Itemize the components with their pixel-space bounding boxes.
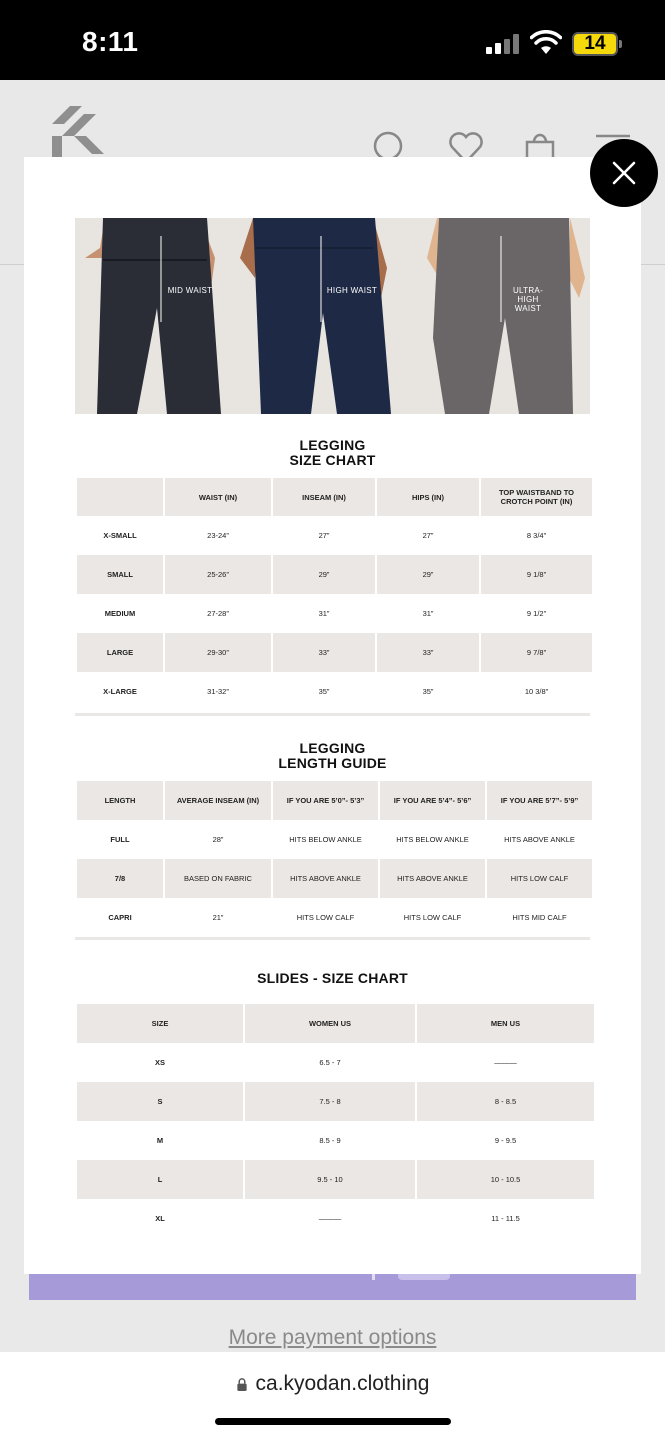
table-cell: 27”	[422, 531, 434, 540]
table-cell: 9 1/2”	[526, 609, 547, 618]
table-cell: 31”	[318, 609, 330, 618]
table-cell: 28”	[212, 835, 224, 844]
slides-size-chart-title: SLIDES - SIZE CHART	[257, 970, 408, 986]
table-cell: 29”	[377, 555, 479, 594]
table-cell: 29-30”	[165, 633, 271, 672]
home-indicator[interactable]	[215, 1418, 451, 1425]
table-row	[77, 859, 592, 898]
close-modal-button[interactable]	[590, 139, 658, 207]
section-divider	[75, 713, 590, 716]
status-bar	[0, 0, 665, 80]
table-cell: L	[77, 1160, 243, 1199]
table-cell: CAPRI	[108, 913, 132, 922]
table-cell: 7/8	[77, 859, 163, 898]
table-cell: HITS LOW CALF	[487, 859, 592, 898]
table-header: WOMEN US	[245, 1004, 415, 1043]
hero-label-ultra-high-waist: ULTRA-HIGH WAIST	[512, 286, 544, 313]
close-icon	[611, 160, 637, 186]
table-header: LENGTH	[77, 781, 163, 820]
table-row	[77, 898, 592, 937]
table-cell: 29”	[273, 555, 375, 594]
size-chart-modal	[24, 157, 641, 1274]
table-cell: XL	[155, 1214, 165, 1223]
table-header: IF YOU ARE 5’4”- 5’6”	[380, 781, 485, 820]
legging-size-table	[75, 478, 594, 711]
table-header: TOP WAISTBAND TO CROTCH POINT (IN)	[481, 478, 592, 516]
url-text[interactable]: ca.kyodan.clothing	[255, 1372, 430, 1395]
title-line: SIZE CHART	[289, 452, 376, 468]
leggings-illustration	[75, 218, 590, 414]
table-row	[77, 594, 592, 633]
table-cell: HITS ABOVE ANKLE	[273, 859, 378, 898]
table-cell: ———	[494, 1058, 517, 1067]
slides-size-table	[75, 1004, 596, 1238]
table-row	[77, 516, 592, 555]
table-cell: HITS MID CALF	[512, 913, 567, 922]
lock-icon	[236, 1378, 248, 1391]
legging-size-chart-title	[75, 438, 590, 468]
table-cell: 8 - 8.5	[417, 1082, 594, 1121]
table-cell: HITS BELOW ANKLE	[396, 835, 469, 844]
table-header-row	[77, 781, 592, 820]
table-cell: 9.5 - 10	[245, 1160, 415, 1199]
table-cell: 9 7/8”	[481, 633, 592, 672]
browser-url-bar[interactable]	[0, 1352, 665, 1440]
table-header: INSEAM (IN)	[273, 478, 375, 516]
table-cell: 25-26”	[165, 555, 271, 594]
table-cell: 21”	[212, 913, 224, 922]
table-row	[77, 1199, 594, 1238]
table-cell: HITS ABOVE ANKLE	[380, 859, 485, 898]
table-cell: HITS ABOVE ANKLE	[504, 835, 575, 844]
table-cell: HITS LOW CALF	[296, 913, 355, 922]
table-cell: 9 1/8”	[481, 555, 592, 594]
status-time: 8:11	[82, 26, 139, 57]
battery-icon	[572, 32, 618, 56]
table-cell: 10 - 10.5	[417, 1160, 594, 1199]
table-header: HIPS (IN)	[377, 478, 479, 516]
table-cell: FULL	[110, 835, 130, 844]
legging-length-table	[75, 781, 594, 937]
hero-label-high-waist: HIGH WAIST	[326, 286, 378, 295]
table-cell: 9 - 9.5	[494, 1136, 517, 1145]
table-cell: 33”	[377, 633, 479, 672]
url-container[interactable]	[0, 1372, 665, 1396]
table-row	[77, 820, 592, 859]
wifi-icon	[530, 30, 562, 56]
table-cell: S	[77, 1082, 243, 1121]
table-header: AVERAGE INSEAM (IN)	[165, 781, 271, 820]
battery-cap	[619, 40, 622, 48]
table-cell: X-SMALL	[103, 531, 137, 540]
table-row	[77, 1160, 594, 1199]
table-cell: X-LARGE	[103, 687, 137, 696]
table-cell: SMALL	[77, 555, 163, 594]
table-row	[77, 672, 592, 711]
table-header: MEN US	[417, 1004, 594, 1043]
table-cell: M	[156, 1136, 164, 1145]
more-payment-options-link[interactable]: More payment options	[228, 1326, 437, 1349]
table-cell: 8 3/4”	[526, 531, 547, 540]
table-header	[77, 478, 163, 516]
table-cell: 27-28”	[207, 609, 229, 618]
table-cell: 10 3/8”	[524, 687, 549, 696]
section-divider	[75, 937, 590, 940]
table-cell: 35”	[318, 687, 330, 696]
table-cell: 8.5 - 9	[319, 1136, 341, 1145]
leggings-waist-image	[75, 218, 590, 414]
table-cell: HITS BELOW ANKLE	[289, 835, 362, 844]
table-header-row	[77, 478, 592, 516]
table-cell: 27”	[318, 531, 330, 540]
table-cell: BASED ON FABRIC	[165, 859, 271, 898]
table-row	[77, 633, 592, 672]
hero-label-mid-waist: MID WAIST	[167, 286, 213, 295]
table-cell: XS	[154, 1058, 165, 1067]
table-cell: 35”	[422, 687, 434, 696]
table-row	[77, 555, 592, 594]
table-cell: HITS LOW CALF	[403, 913, 462, 922]
table-header: SIZE	[77, 1004, 243, 1043]
table-header: IF YOU ARE 5’7”- 5’9”	[487, 781, 592, 820]
table-cell: 11 - 11.5	[491, 1214, 520, 1223]
title-line: LEGGING	[299, 437, 366, 453]
table-row	[77, 1121, 594, 1160]
table-cell: 31-32”	[207, 687, 229, 696]
title-line: LEGGING	[299, 740, 366, 756]
table-cell: LARGE	[77, 633, 163, 672]
legging-length-guide-title	[75, 741, 590, 771]
table-cell: MEDIUM	[104, 609, 136, 618]
table-cell: ———	[318, 1214, 342, 1223]
kyodan-logo-icon[interactable]	[52, 106, 104, 158]
title-line: LENGTH GUIDE	[278, 755, 387, 771]
table-row	[77, 1082, 594, 1121]
cellular-signal-icon	[486, 34, 520, 54]
battery-level: 14	[584, 33, 606, 54]
table-cell: 31”	[422, 609, 434, 618]
table-header: IF YOU ARE 5’0”- 5’3”	[273, 781, 378, 820]
table-cell: 23-24”	[207, 531, 229, 540]
table-row	[77, 1043, 594, 1082]
table-cell: 6.5 - 7	[319, 1058, 341, 1067]
table-cell: 7.5 - 8	[245, 1082, 415, 1121]
table-header-row	[77, 1004, 594, 1043]
table-header: WAIST (IN)	[165, 478, 271, 516]
table-cell: 33”	[273, 633, 375, 672]
